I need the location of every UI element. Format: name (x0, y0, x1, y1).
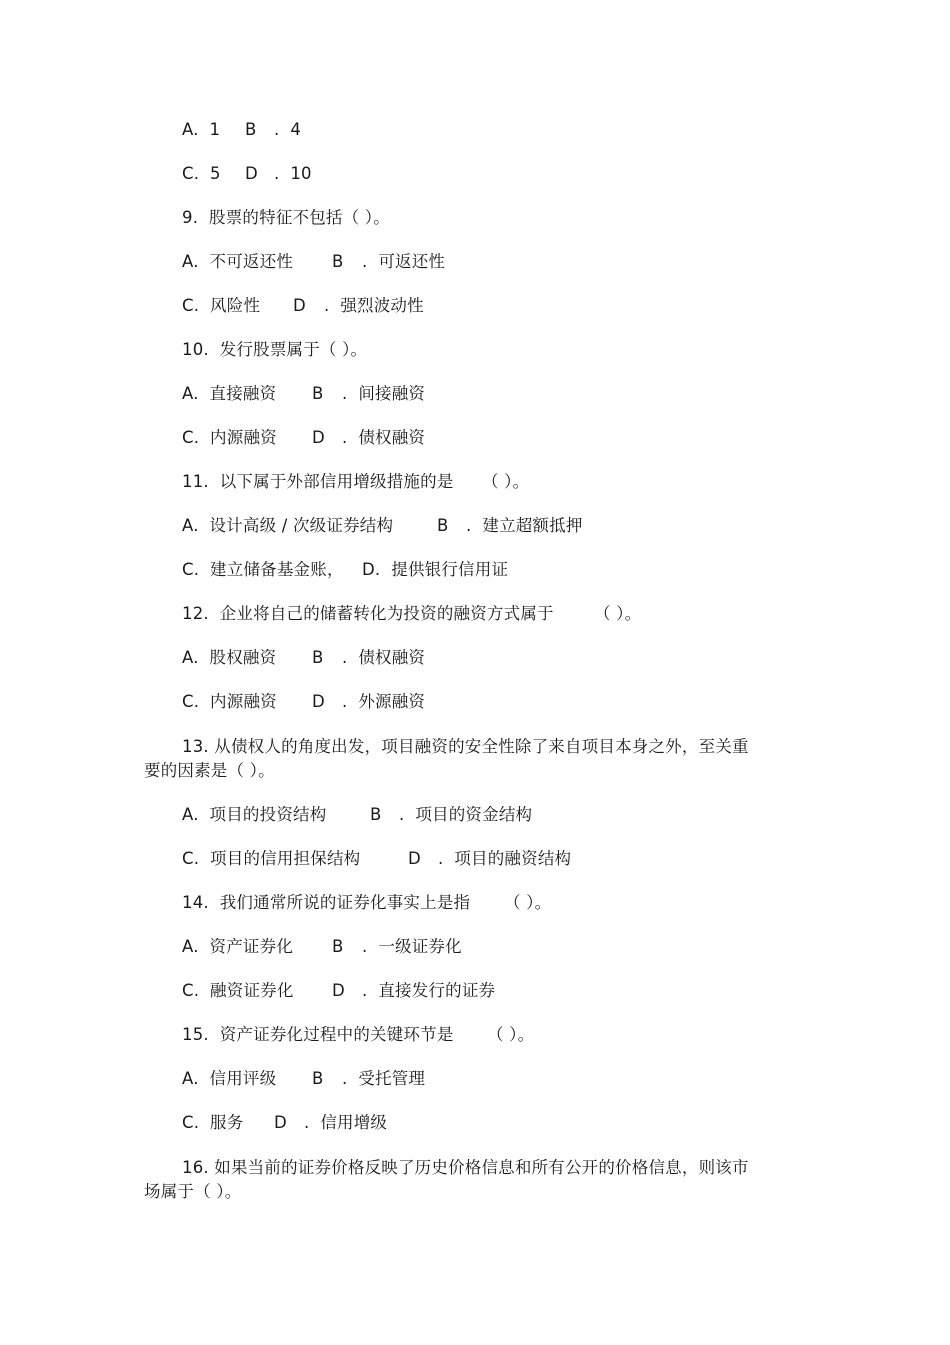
question-9: 9. 股票的特征不包括（ ）。 (182, 208, 390, 227)
option-b-text: . 可返还性 (362, 252, 446, 271)
option-d-text: . 项目的融资结构 (438, 849, 572, 868)
option-d-letter: D (332, 981, 345, 1000)
option-d-letter: D (274, 1113, 287, 1132)
option-a-text: A. 信用评级 (182, 1069, 277, 1088)
option-b-letter: B (332, 937, 344, 956)
question-15-text: 15. 资产证券化过程中的关键环节是 (182, 1025, 454, 1044)
option-d-text: D. 提供银行信用证 (362, 560, 509, 579)
question-14-bracket: （ ）。 (504, 893, 552, 912)
option-a-text: A. 股权融资 (182, 648, 277, 667)
option-c-text: C. 服务 (182, 1113, 244, 1132)
option-d-letter: D (293, 296, 306, 315)
option-a-text: A. 资产证券化 (182, 937, 294, 956)
option-b-letter: B (245, 120, 257, 139)
option-b-text: . 项目的资金结构 (399, 805, 533, 824)
option-b-letter: B (437, 516, 449, 535)
question-10: 10. 发行股票属于（ ）。 (182, 340, 368, 359)
option-d-letter: D (312, 692, 325, 711)
option-c-text: C. 融资证券化 (182, 981, 294, 1000)
option-a-text: A. 1 (182, 120, 221, 139)
option-c-text: C. 内源融资 (182, 428, 277, 447)
option-b-text: . 4 (274, 120, 302, 139)
option-d-text: . 直接发行的证券 (362, 981, 496, 1000)
option-c-text: C. 项目的信用担保结构 (182, 849, 361, 868)
option-b-letter: B (332, 252, 344, 271)
option-b-text: . 一级证券化 (362, 937, 462, 956)
option-d-letter: D (408, 849, 421, 868)
option-b-letter: B (370, 805, 382, 824)
option-b-letter: B (312, 384, 324, 403)
option-a-text: A. 设计高级 / 次级证券结构 (182, 516, 394, 535)
option-a-text: A. 项目的投资结构 (182, 805, 327, 824)
question-12-bracket: （ ）。 (594, 604, 642, 623)
option-d-text: . 强烈波动性 (324, 296, 424, 315)
option-b-text: . 间接融资 (342, 384, 426, 403)
question-14-text: 14. 我们通常所说的证券化事实上是指 (182, 893, 471, 912)
question-16: 16. 如果当前的证券价格反映了历史价格信息和所有公开的价格信息，则该市场属于（ ）。 (144, 1158, 749, 1201)
option-b-text: . 建立超额抵押 (466, 516, 583, 535)
option-b-text: . 受托管理 (342, 1069, 426, 1088)
option-c-text: C. 5 (182, 164, 221, 183)
option-d-letter: D (312, 428, 325, 447)
question-13: 13. 从债权人的角度出发，项目融资的安全性除了来自项目本身之外，至关重要的因素是（ ）。 (144, 737, 749, 780)
option-d-text: . 外源融资 (342, 692, 426, 711)
option-d-text: . 信用增级 (304, 1113, 388, 1132)
option-c-text: C. 风险性 (182, 296, 261, 315)
question-15-bracket: （ ）。 (487, 1025, 535, 1044)
option-d-text: . 债权融资 (342, 428, 426, 447)
question-11-bracket: （ ）。 (482, 472, 530, 491)
option-b-letter: B (312, 1069, 324, 1088)
question-11-text: 11. 以下属于外部信用增级措施的是 (182, 472, 454, 491)
option-a-text: A. 直接融资 (182, 384, 277, 403)
option-c-text: C. 内源融资 (182, 692, 277, 711)
option-b-letter: B (312, 648, 324, 667)
option-a-text: A. 不可返还性 (182, 252, 294, 271)
option-d-text: . 10 (274, 164, 312, 183)
option-c-text: C. 建立储备基金账， (182, 560, 344, 579)
option-b-text: . 债权融资 (342, 648, 426, 667)
option-d-letter: D (245, 164, 258, 183)
question-12-text: 12. 企业将自己的储蓄转化为投资的融资方式属于 (182, 604, 554, 623)
